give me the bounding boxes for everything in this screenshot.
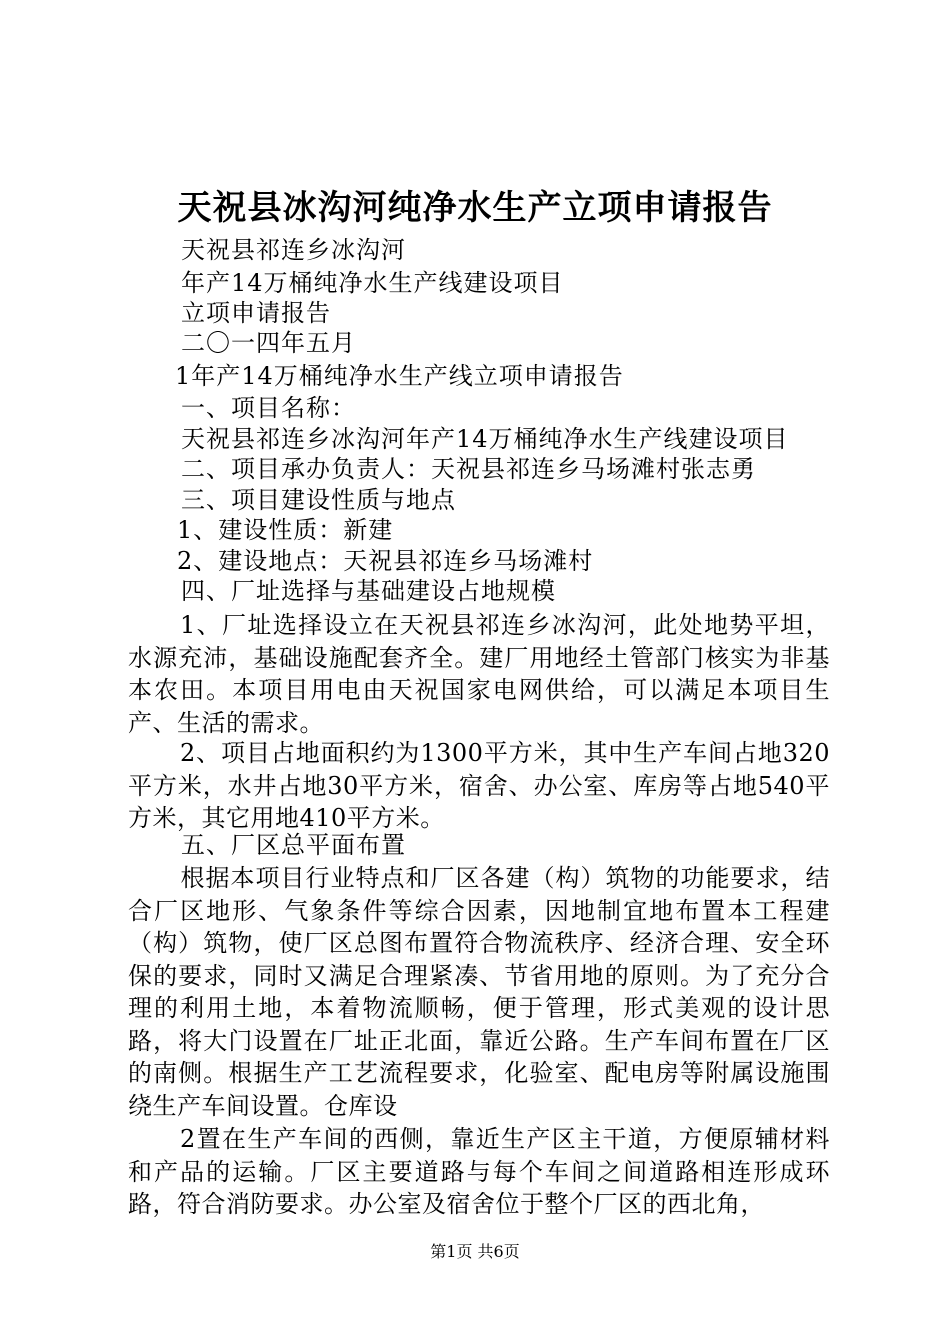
paragraph-site-selection: 1、厂址选择设立在天祝县祁连乡冰沟河，此处地势平坦，水源充沛，基础设施配套齐全。建厂用地经土管部门核实为非基本农田。本项目用电由天祝国家电网供给，可以满足本项目生产、生活的需求。 [128, 611, 830, 737]
section-2-heading: 二、项目承办负责人：天祝县祁连乡马场滩村张志勇 [181, 455, 756, 483]
page-footer: 第1页 共6页 [430, 1242, 520, 1261]
subtitle-project: 年产14万桶纯净水生产线建设项目 [181, 269, 564, 297]
construction-site: 2、建设地点：天祝县祁连乡马场滩村 [177, 547, 594, 575]
section-3-heading: 三、项目建设性质与地点 [181, 486, 456, 514]
subtitle-date: 二〇一四年五月 [181, 329, 356, 357]
paragraph-layout: 根据本项目行业特点和厂区各建（构）筑物的功能要求，结合厂区地形、气象条件等综合因素，因地制宜地布置本工程建（构）筑物，使厂区总图布置符合物流秩序、经济合理、安全环保的要求，同时又满足合理紧凑、节省用地的原则。为了充分合理的利用土地，本着物流顺畅，便于管理，形式美观的设计思路，将大门设置在厂址正北面，靠近公路。生产车间布置在厂区的南侧。根据生产工艺流程要求，化验室、配电房等附属设施围绕生产车间设置。仓库设 [128, 864, 830, 1120]
report-heading: 1年产14万桶纯净水生产线立项申请报告 [175, 362, 624, 390]
subtitle-report: 立项申请报告 [181, 299, 331, 327]
section-5-heading: 五、厂区总平面布置 [181, 831, 406, 859]
project-name: 天祝县祁连乡冰沟河年产14万桶纯净水生产线建设项目 [181, 425, 789, 453]
paragraph-layout-continued: 2置在生产车间的西侧，靠近生产区主干道，方便原辅材料和产品的运输。厂区主要道路与每个车间之间道路相连形成环路，符合消防要求。办公室及宿舍位于整个厂区的西北角， [128, 1125, 830, 1218]
paragraph-land-area: 2、项目占地面积约为1300平方米，其中生产车间占地320平方米，水井占地30平方米，宿舍、办公室、库房等占地540平方米，其它用地410平方米。 [128, 739, 830, 832]
document-title: 天祝县冰沟河纯净水生产立项申请报告 [177, 188, 773, 228]
construction-nature: 1、建设性质：新建 [177, 516, 394, 544]
subtitle-location: 天祝县祁连乡冰沟河 [181, 236, 406, 264]
section-4-heading: 四、厂址选择与基础建设占地规模 [181, 577, 556, 605]
section-1-heading: 一、项目名称： [181, 394, 356, 422]
